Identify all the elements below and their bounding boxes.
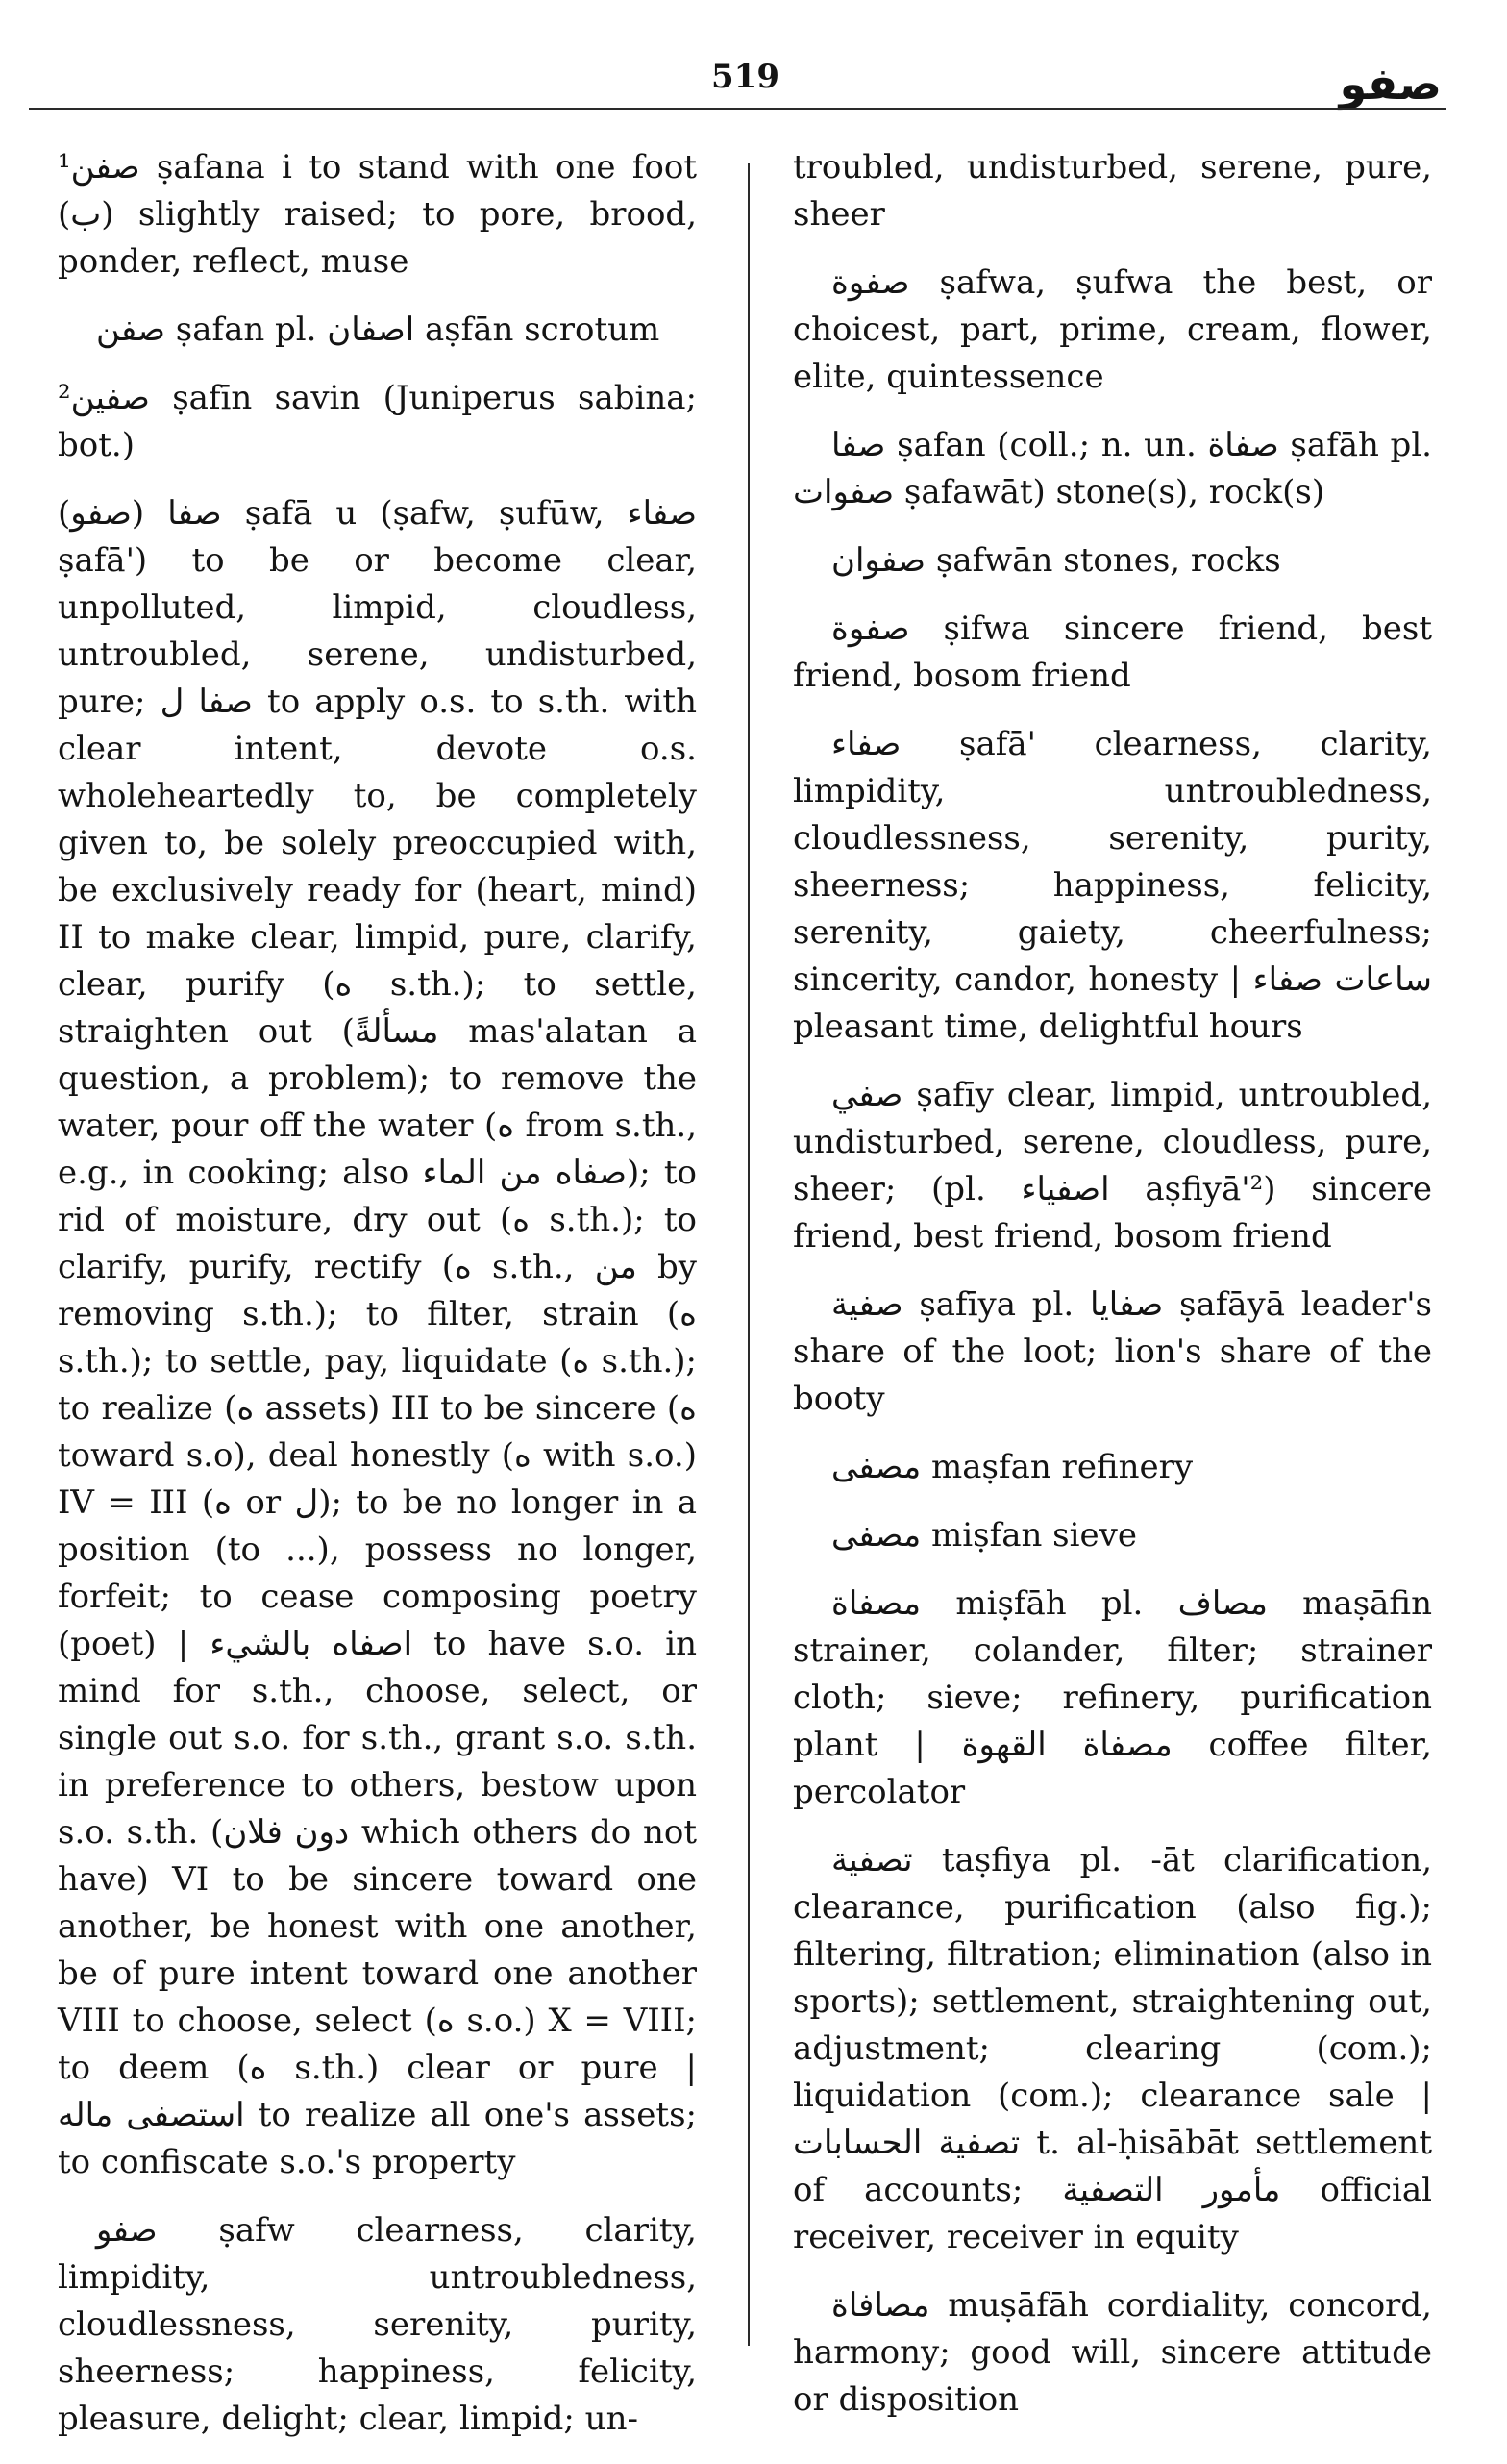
entry-sifwa: صفوة ṣifwa sincere friend, best friend, bosom friend xyxy=(793,610,1432,695)
entry-safiy: صفي ṣafīy clear, limpid, untroubled, undisturbed, serene, cloudless, pure, sheer; (pl. اصفياء aṣfiyā'²) sincere friend, best friend, bosom friend xyxy=(793,1076,1432,1256)
header-rule xyxy=(29,108,1446,110)
page-number: 519 xyxy=(711,58,779,96)
page-header xyxy=(29,40,1446,117)
entry-musafah: مصافاة muṣāfāh cordiality, concord, harmony; good will, sincere attitude or disposition xyxy=(793,2286,1432,2419)
entry-safa-verb: (صفو) صفا ṣafā u (ṣafw, ṣufūw, صفاء ṣafā') to be or become clear, unpolluted, limpid, cloudless, untroubled, serene, undisturbed, pure; صفا ل to apply o.s. to s.th. with clear intent, devote o.s. wholeheartedly to, be completely given to, be solely preoccupied with, be exclusively ready for (heart, mind) II to make clear, limpid, pure, clarify, clear, purify (ه s.th.); to settle, straighten out (مسألةً mas'alatan a question, a problem); to remove the water, pour off the water (ه from s.th., e.g., in cooking; also صفاه من الماء); to rid of moisture, dry out (ه s.th.); to clarify, purify, rectify (ه s.th., من by removing s.th.); to filter, strain (ه s.th.); to settle, pay, liquidate (ه s.th.); to realize (ه assets) III to be sincere (ه toward s.o), deal honestly (ه with s.o.) IV = III (ه or ل); to be no longer in a position (to ...), possess no longer, forfeit; to cease composing poetry (poet) | اصفاه بالشيء to have s.o. in mind for s.th., choose, select, or single out s.o. for s.th., grant s.o. s.th. in preference to others, bestow upon s.o. s.th. (دون فلان which others do not have) VI to be sincere toward one another, be honest with one another, be of pure intent toward one another VIII to choose, select (ه s.o.) X = VIII; to deem (ه s.th.) clear or pure | استصفى ماله to realize all one's assets; to confiscate s.o.'s property xyxy=(58,494,698,2181)
column-divider xyxy=(748,163,750,2346)
entry-safan: صفن ṣafan pl. اصفان aṣfān scrotum xyxy=(96,311,660,349)
entry-tasfiya: تصفية taṣfiya pl. -āt clarification, clearance, purification (also fig.); filtering, filtration; elimination (also in sports); settlement, straightening out, adjustment; clearing (com.); liquidation (com.); clearance sale | تصفية الحسابات t. al-ḥisābāt settlement of accounts; مأمور التصفية official receiver, receiver in equity xyxy=(793,1841,1433,2256)
entry-safana: ¹صفن ṣafana i to stand with one foot (ب) slightly raised; to pore, brood, ponder, reflect, muse xyxy=(58,148,697,281)
entry-masfan: مصفى maṣfan refinery xyxy=(831,1448,1194,1486)
right-column xyxy=(793,144,1432,2445)
entry-safw-continued: troubled, undisturbed, serene, pure, sheer xyxy=(793,148,1432,234)
entry-misfan: مصفى miṣfan sieve xyxy=(831,1516,1137,1555)
entry-safin: ²صفين ṣafīn savin (Juniperus sabina; bot.) xyxy=(58,379,697,464)
entry-safw: صفو ṣafw clearness, clarity, limpidity, untroubledness, cloudlessness, serenity, purity, sheerness; happiness, felicity, pleasure, delight; clear, limpid; un- xyxy=(58,2211,697,2438)
entry-misfah: مصفاة miṣfāh pl. مصاف maṣāfin strainer, colander, filter; strainer cloth; sieve; refinery, purification plant | مصفاة القهوة coffee filter, percolator xyxy=(793,1584,1432,1811)
entry-safa-noun: صفاء ṣafā' clearness, clarity, limpidity, untroubledness, cloudlessness, serenity, purity, sheerness; happiness, felicity, serenity, gaiety, cheerfulness; sincerity, candor, honesty | ساعات صفاء pleasant time, delightful hours xyxy=(793,725,1432,1046)
entry-safiya: صفية ṣafīya pl. صفايا ṣafāyā leader's share of the loot; lion's share of the booty xyxy=(793,1285,1432,1418)
entry-safwa: صفوة ṣafwa, ṣufwa the best, or choicest, part, prime, cream, flower, elite, quintessence xyxy=(793,263,1432,396)
left-column xyxy=(58,144,697,2464)
entry-safwan: صفوان ṣafwān stones, rocks xyxy=(831,541,1281,580)
running-head: صفو xyxy=(1339,58,1442,110)
entry-safan-stones: صفا ṣafan (coll.; n. un. صفاة ṣafāh pl. صفوات ṣafawāt) stone(s), rock(s) xyxy=(793,426,1432,511)
